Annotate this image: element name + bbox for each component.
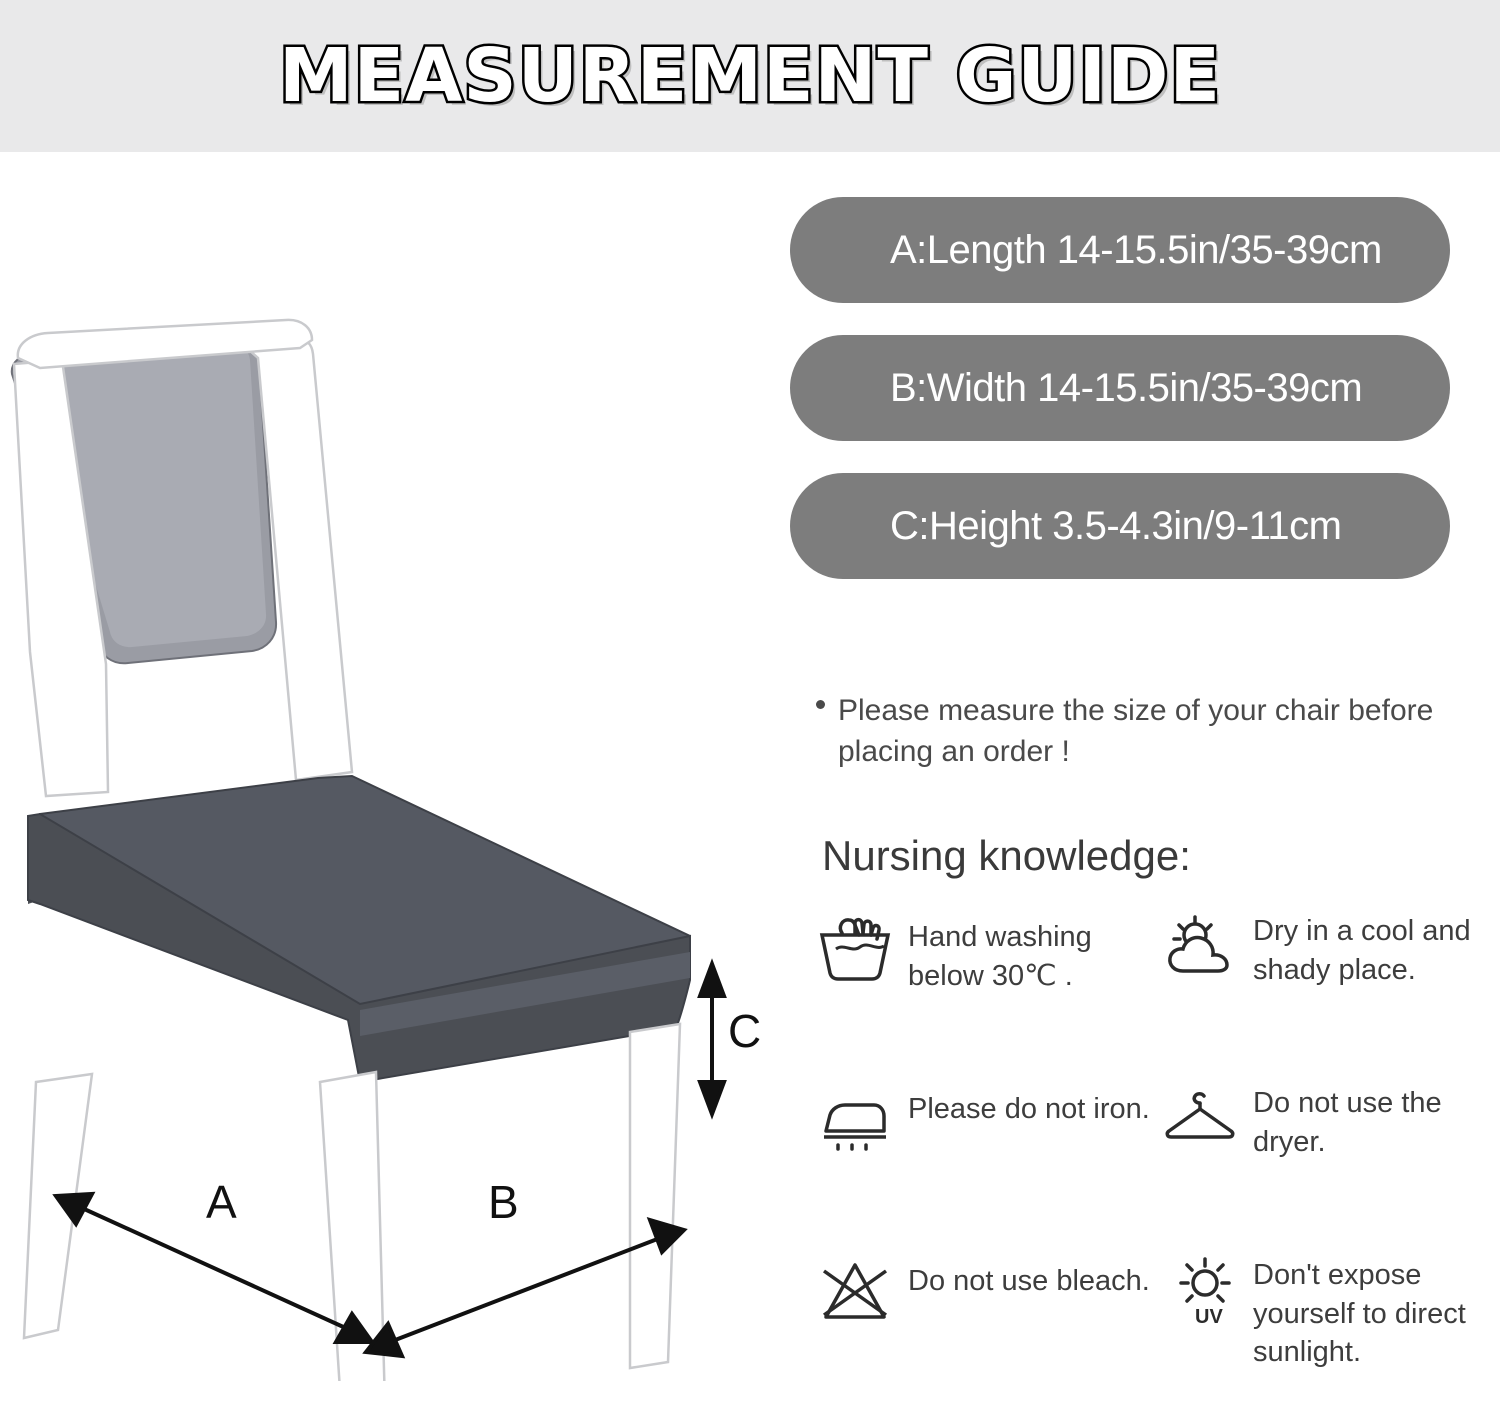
care-item-no-bleach-label: Do not use bleach. (908, 1265, 1150, 1297)
chair-illustration (0, 152, 790, 1381)
no-uv-sunlight-icon (1161, 1256, 1239, 1328)
nursing-section-title: Nursing knowledge: (822, 832, 1191, 879)
care-item-no-sunlight-label: Don't expose yourself to direct sunlight. (1253, 1259, 1466, 1369)
care-item-dry-shady-label: Dry in a cool and shady place. (1253, 915, 1471, 986)
chair-diagram (0, 152, 790, 1381)
care-item-hand-washing-label: Hand washing below 30℃ . (908, 921, 1092, 992)
care-item-no-iron-label: Please do not iron. (908, 1093, 1150, 1125)
care-item-hand-washing (816, 912, 1161, 1084)
dimension-label-b: B (488, 1176, 519, 1228)
care-instruction-grid (816, 912, 1476, 1428)
svg-text:UV: UV (1195, 1306, 1223, 1327)
main-content (0, 152, 1500, 1381)
no-bleach-icon (816, 1256, 894, 1328)
care-item-no-bleach (816, 1256, 1161, 1428)
chair-leg-back-right (630, 1024, 680, 1368)
dimension-label-a: A (206, 1176, 237, 1228)
dimension-arrow-c (700, 964, 724, 1114)
measure-note-text: Please measure the size of your chair before placing an order ! (838, 694, 1434, 769)
cloud-sun-icon (1161, 912, 1239, 984)
hand-washing-icon (816, 912, 894, 984)
care-item-no-iron (816, 1084, 1161, 1256)
spec-pill-width (790, 335, 1450, 441)
care-item-no-dryer-label: Do not use the dryer. (1253, 1087, 1442, 1158)
measure-note (838, 690, 1458, 773)
spec-pill-list (790, 197, 1450, 611)
care-item-no-dryer (1161, 1084, 1476, 1256)
no-dryer-hanger-icon (1161, 1084, 1239, 1156)
page-title: MEASUREMENT GUIDE (278, 33, 1222, 119)
care-item-dry-shady (1161, 912, 1476, 1084)
dimension-label-c: C (728, 1005, 762, 1057)
spec-pill-height (790, 473, 1450, 579)
spec-pill-height-label: C:Height 3.5-4.3in/9-11cm (890, 503, 1342, 548)
spec-pill-width-label: B:Width 14-15.5in/35-39cm (890, 365, 1363, 410)
header-banner (0, 0, 1500, 152)
no-iron-icon (816, 1084, 894, 1156)
spec-pill-length (790, 197, 1450, 303)
care-item-no-sunlight (1161, 1256, 1476, 1428)
bullet-icon (816, 700, 825, 709)
spec-pill-length-label: A:Length 14-15.5in/35-39cm (890, 227, 1382, 272)
